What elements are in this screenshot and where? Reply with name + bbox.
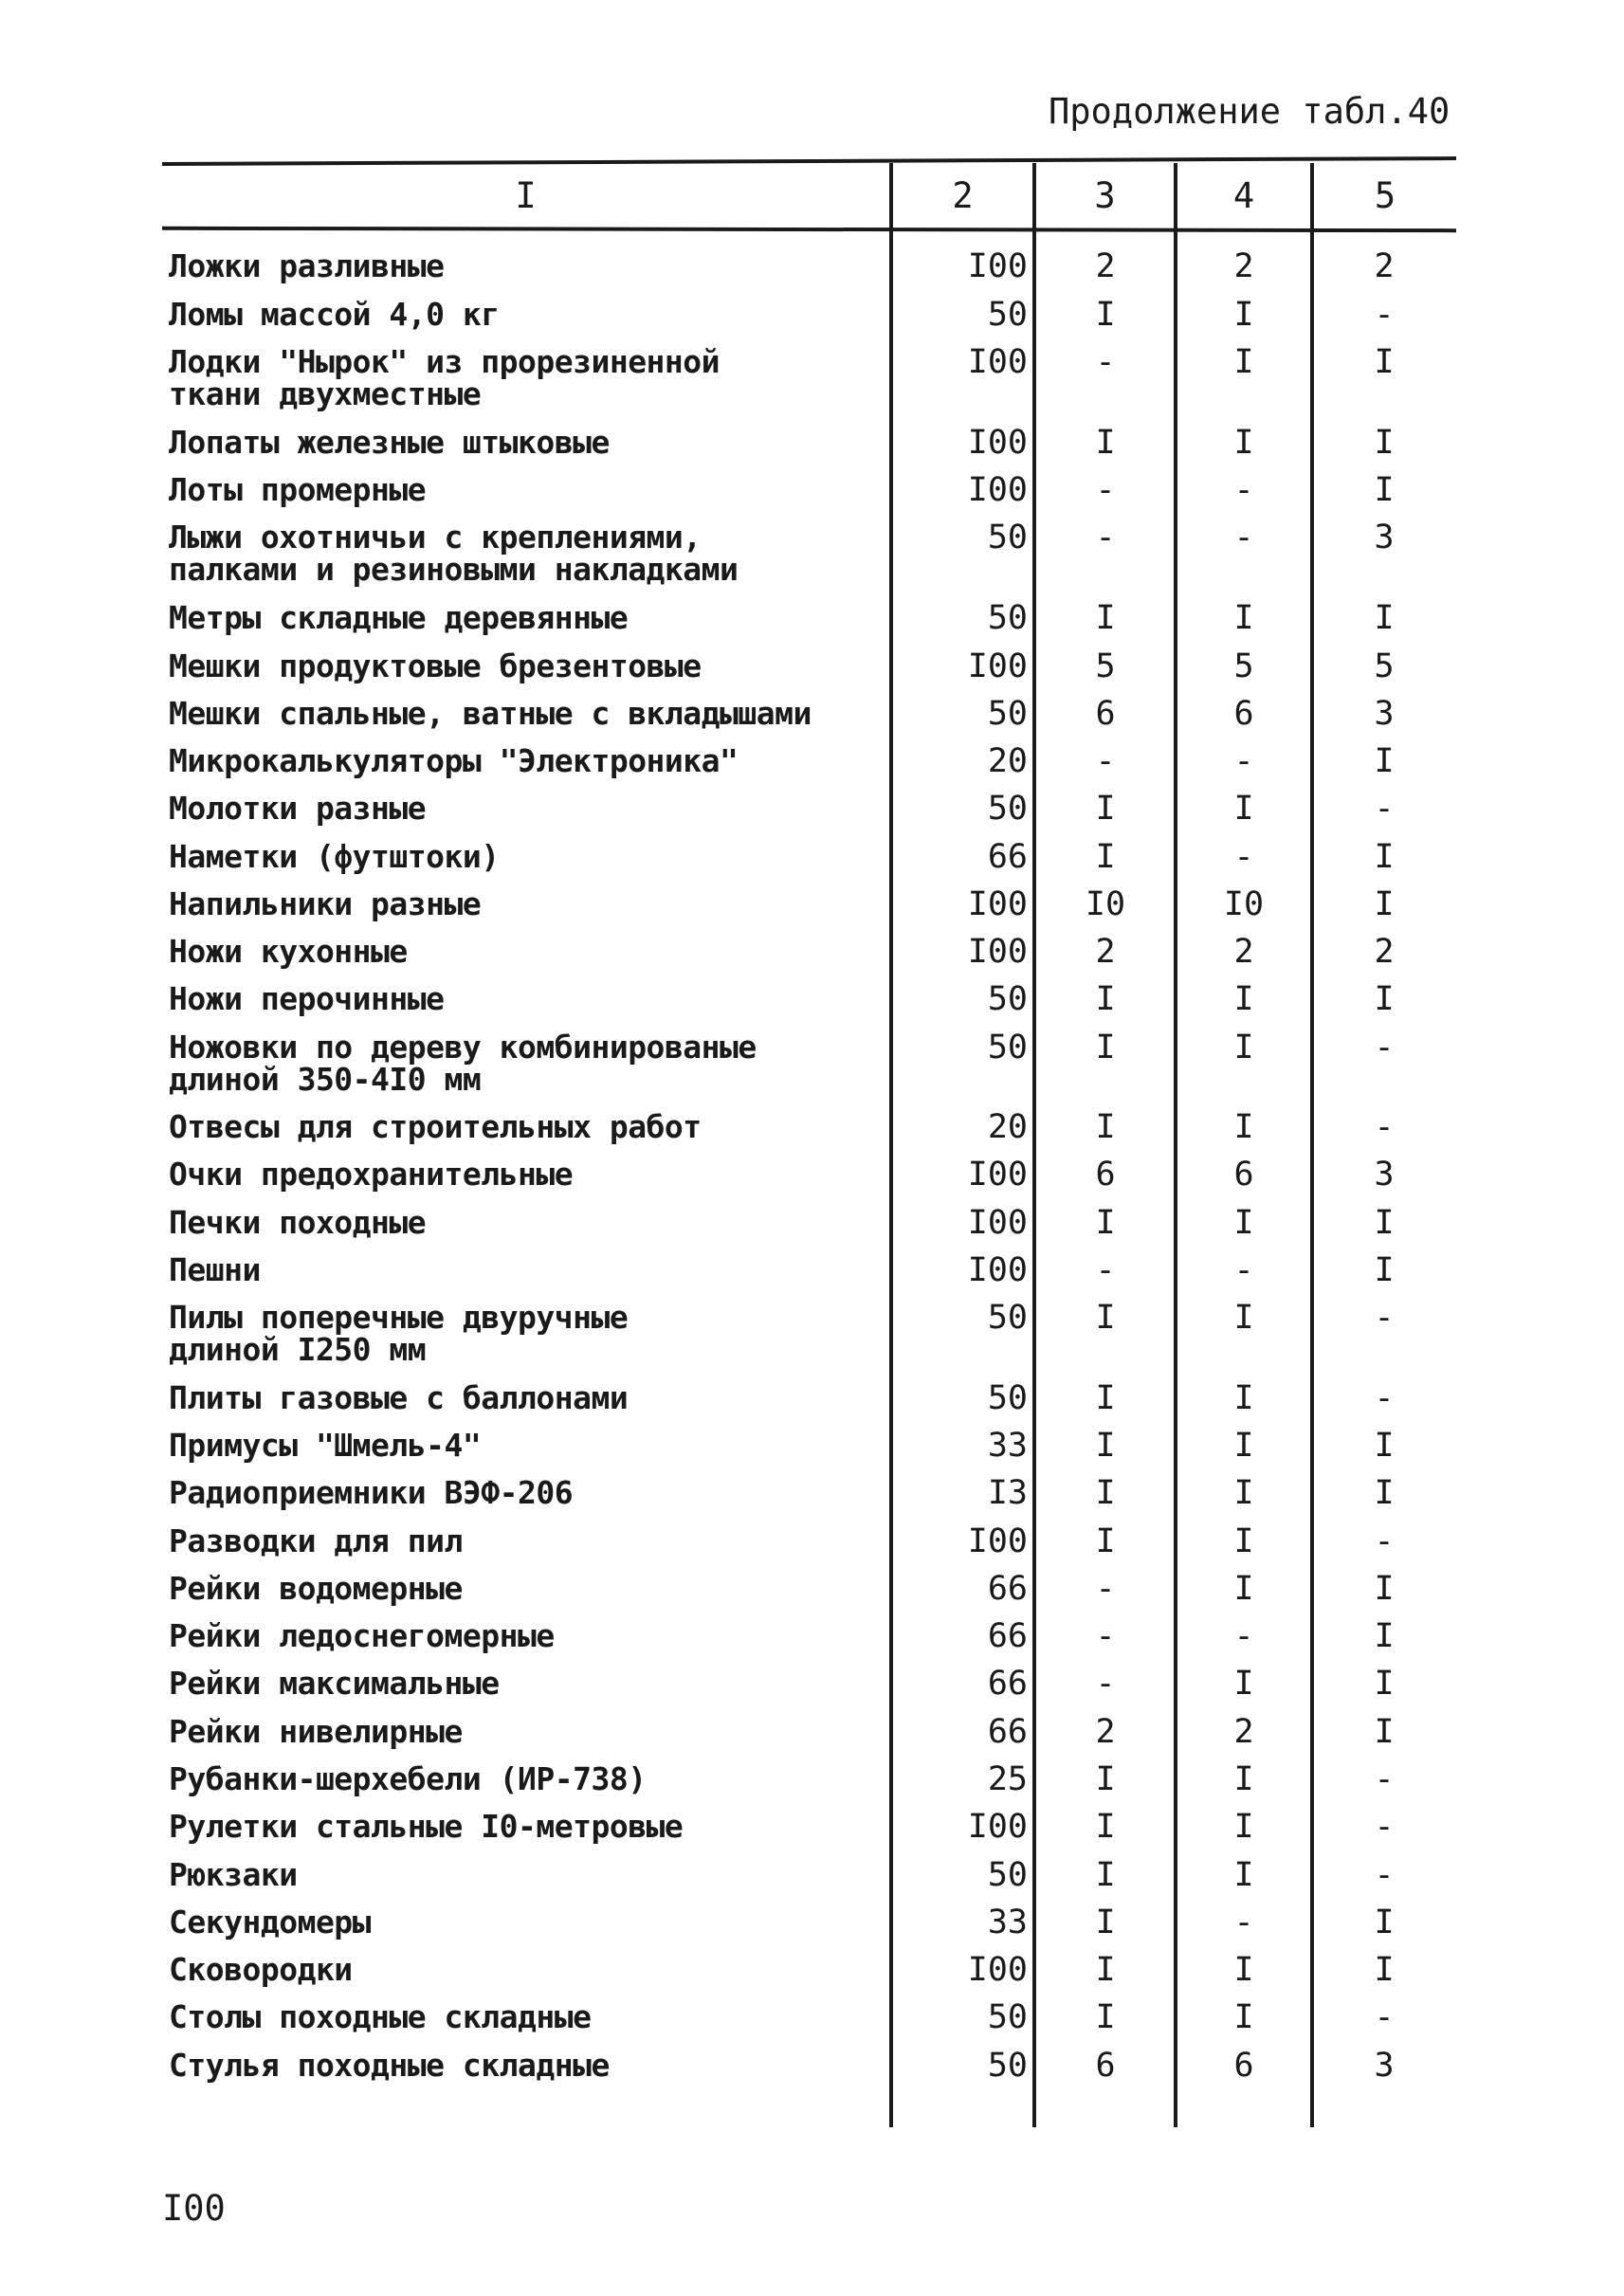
cell-col-2: 50 [987,2047,1028,2085]
cell-col-5: 3 [1374,2047,1395,2085]
cell-col-5: I [1374,1951,1395,1989]
cell-col-2: I00 [967,1156,1028,1194]
cell-col-5: - [1374,1856,1395,1894]
item-name: Ножовки по дереву комбинированые длиной 350-4I0 мм [169,1029,757,1098]
item-name: Лоты промерные [169,471,427,508]
cell-col-2: 50 [987,790,1028,828]
cell-col-2: I3 [987,1474,1028,1512]
cell-col-3: I [1095,838,1116,876]
cell-col-2: I00 [967,933,1028,971]
cell-col-5: I [1374,1617,1395,1655]
cell-col-2: 66 [987,838,1028,876]
cell-col-5: - [1374,296,1395,334]
cell-col-2: 50 [987,1029,1028,1066]
cell-col-4: I [1233,1522,1254,1560]
cell-col-3: 2 [1095,933,1116,971]
item-name: Метры складные деревянные [169,599,629,636]
cell-col-4: - [1233,1251,1254,1289]
item-name: Радиоприемники ВЭФ-206 [169,1474,574,1511]
cell-col-2: 25 [987,1760,1028,1798]
cell-col-4: I [1233,1029,1254,1066]
cell-col-2: 50 [987,1299,1028,1337]
cell-col-3: - [1095,742,1116,780]
item-name: Мешки продуктовые брезентовые [169,647,702,684]
cell-col-4: 2 [1233,247,1254,285]
cell-col-3: I [1095,1379,1116,1417]
item-name: Напильники разные [169,885,482,922]
cell-col-2: 20 [987,1108,1028,1146]
cell-col-5: I [1374,885,1395,923]
cell-col-5: I [1374,343,1395,381]
cell-col-2: 50 [987,519,1028,556]
cell-col-3: - [1095,1665,1116,1703]
cell-col-5: - [1374,1760,1395,1798]
item-name: Молотки разные [169,790,427,827]
cell-col-5: 2 [1374,933,1395,971]
cell-col-2: 33 [987,1427,1028,1465]
cell-col-5: I [1374,471,1395,509]
cell-col-5: 3 [1374,1156,1395,1194]
cell-col-3: I [1095,1029,1116,1066]
item-name: Стулья походные складные [169,2047,610,2084]
cell-col-5: I [1374,742,1395,780]
item-name: Рейки водомерные [169,1570,463,1607]
cell-col-4: I [1233,1299,1254,1337]
cell-col-5: - [1374,1808,1395,1846]
item-name: Очки предохранительные [169,1156,574,1193]
cell-col-3: I [1095,1108,1116,1146]
cell-col-4: I [1233,1808,1254,1846]
cell-col-3: 6 [1095,1156,1116,1194]
cell-col-5: - [1374,1379,1395,1417]
item-name: Плиты газовые с баллонами [169,1379,629,1416]
cell-col-4: - [1233,1617,1254,1655]
cell-col-3: I [1095,1760,1116,1798]
cell-col-4: 5 [1233,647,1254,685]
cell-col-3: I [1095,1522,1116,1560]
cell-col-2: 20 [987,742,1028,780]
cell-col-5: I [1374,1427,1395,1465]
item-name: Рейки максимальные [169,1665,500,1702]
cell-col-5: 3 [1374,695,1395,733]
cell-col-5: I [1374,1904,1395,1941]
cell-col-3: I [1095,1904,1116,1941]
cell-col-4: 6 [1233,2047,1254,2085]
cell-col-5: 3 [1374,519,1395,556]
cell-col-2: 50 [987,1379,1028,1417]
cell-col-3: I [1095,1856,1116,1894]
cell-col-3: - [1095,1570,1116,1608]
cell-col-4: I [1233,1570,1254,1608]
cell-col-4: I [1233,1856,1254,1894]
cell-col-3: I [1095,1427,1116,1465]
cell-col-2: 50 [987,599,1028,637]
cell-col-5: - [1374,1299,1395,1337]
item-name: Примусы "Шмель-4" [169,1427,482,1464]
cell-col-3: - [1095,519,1116,556]
cell-col-4: I [1233,343,1254,381]
cell-col-5: 2 [1374,247,1395,285]
cell-col-4: I [1233,1665,1254,1703]
cell-col-3: I [1095,424,1116,462]
cell-col-5: I [1374,1570,1395,1608]
item-name: Рубанки-шерхебели (ИР-738) [169,1760,647,1797]
cell-col-2: I00 [967,885,1028,923]
cell-col-5: I [1374,1251,1395,1289]
cell-col-2: I00 [967,247,1028,285]
item-name: Лыжи охотничьи с креплениями, палками и резиновыми накладками [169,519,739,588]
cell-col-4: I [1233,1474,1254,1512]
cell-col-5: I [1374,1474,1395,1512]
cell-col-2: I00 [967,343,1028,381]
item-name: Ножи перочинные [169,980,445,1017]
cell-col-4: I [1233,1108,1254,1146]
cell-col-3: I [1095,1204,1116,1242]
cell-col-4: 2 [1233,1713,1254,1751]
item-name: Пешни [169,1251,261,1288]
cell-col-5: - [1374,1522,1395,1560]
item-name: Рейки нивелирные [169,1713,463,1750]
item-name: Пилы поперечные двуручные длиной I250 мм [169,1299,629,1368]
column-header-3: 3 [1094,175,1116,216]
cell-col-3: I [1095,1299,1116,1337]
cell-col-4: I [1233,296,1254,334]
cell-col-4: - [1233,838,1254,876]
item-name: Сковородки [169,1951,353,1988]
column-divider [889,163,893,2127]
item-name: Ложки разливные [169,247,445,284]
cell-col-5: I [1374,838,1395,876]
cell-col-3: 2 [1095,247,1116,285]
cell-col-3: I0 [1085,885,1126,923]
cell-col-2: I00 [967,424,1028,462]
cell-col-5: I [1374,599,1395,637]
cell-col-2: 66 [987,1665,1028,1703]
cell-col-2: 50 [987,980,1028,1018]
cell-col-3: 6 [1095,2047,1116,2085]
item-name: Микрокалькуляторы "Электроника" [169,742,739,779]
item-name: Мешки спальные, ватные с вкладышами [169,695,812,732]
cell-col-3: - [1095,471,1116,509]
cell-col-4: - [1233,742,1254,780]
cell-col-3: - [1095,343,1116,381]
cell-col-4: 6 [1233,695,1254,733]
item-name: Ломы массой 4,0 кг [169,296,500,333]
cell-col-5: - [1374,790,1395,828]
cell-col-5: 5 [1374,647,1395,685]
cell-col-4: I [1233,1427,1254,1465]
column-header-2: 2 [952,175,974,216]
cell-col-4: - [1233,471,1254,509]
cell-col-5: - [1374,1029,1395,1066]
cell-col-2: 66 [987,1617,1028,1655]
item-name: Столы походные складные [169,1998,592,2035]
cell-col-4: I [1233,424,1254,462]
cell-col-2: 50 [987,695,1028,733]
cell-col-3: 2 [1095,1713,1116,1751]
cell-col-2: 66 [987,1713,1028,1751]
cell-col-4: I [1233,1204,1254,1242]
cell-col-2: 50 [987,1998,1028,2036]
cell-col-2: I00 [967,1251,1028,1289]
item-name: Рейки ледоснегомерные [169,1617,555,1654]
cell-col-3: I [1095,1474,1116,1512]
cell-col-4: 6 [1233,1156,1254,1194]
cell-col-3: I [1095,1998,1116,2036]
cell-col-3: - [1095,1251,1116,1289]
cell-col-4: 2 [1233,933,1254,971]
cell-col-4: I [1233,1379,1254,1417]
cell-col-2: I00 [967,1951,1028,1989]
cell-col-2: I00 [967,647,1028,685]
cell-col-3: 6 [1095,695,1116,733]
cell-col-4: I [1233,599,1254,637]
cell-col-4: I [1233,1998,1254,2036]
cell-col-3: I [1095,790,1116,828]
cell-col-3: 5 [1095,647,1116,685]
column-header-1: I [515,175,537,216]
item-name: Рюкзаки [169,1856,298,1893]
page-number: I00 [162,2188,226,2229]
cell-col-4: I [1233,1760,1254,1798]
cell-col-4: I [1233,1951,1254,1989]
cell-col-2: 50 [987,1856,1028,1894]
cell-col-3: I [1095,599,1116,637]
item-name: Лодки "Нырок" из прорезиненной ткани двухместные [169,343,721,412]
cell-col-2: I00 [967,471,1028,509]
cell-col-5: - [1374,1108,1395,1146]
item-name: Лопаты железные штыковые [169,424,610,461]
cell-col-4: I0 [1223,885,1265,923]
item-name: Отвесы для строительных работ [169,1108,702,1145]
column-header-5: 5 [1374,175,1396,216]
cell-col-4: I [1233,790,1254,828]
column-header-4: 4 [1232,175,1255,216]
cell-col-3: I [1095,980,1116,1018]
cell-col-5: - [1374,1998,1395,2036]
cell-col-2: 50 [987,296,1028,334]
cell-col-5: I [1374,1665,1395,1703]
item-name: Ножи кухонные [169,933,408,970]
cell-col-3: I [1095,1808,1116,1846]
item-name: Рулетки стальные I0-метровые [169,1808,684,1845]
cell-col-4: I [1233,980,1254,1018]
cell-col-2: 66 [987,1570,1028,1608]
cell-col-3: I [1095,1951,1116,1989]
item-name: Наметки (футштоки) [169,838,500,875]
cell-col-3: - [1095,1617,1116,1655]
item-name: Печки походные [169,1204,427,1241]
cell-col-5: I [1374,1204,1395,1242]
item-name: Секундомеры [169,1904,372,1941]
cell-col-3: I [1095,296,1116,334]
cell-col-5: I [1374,424,1395,462]
table-caption: Продолжение табл.40 [1049,91,1451,132]
cell-col-5: I [1374,980,1395,1018]
item-name: Разводки для пил [169,1522,463,1559]
cell-col-2: 33 [987,1904,1028,1941]
cell-col-2: I00 [967,1808,1028,1846]
cell-col-4: - [1233,519,1254,556]
cell-col-5: I [1374,1713,1395,1751]
cell-col-2: I00 [967,1522,1028,1560]
cell-col-4: - [1233,1904,1254,1941]
cell-col-2: I00 [967,1204,1028,1242]
